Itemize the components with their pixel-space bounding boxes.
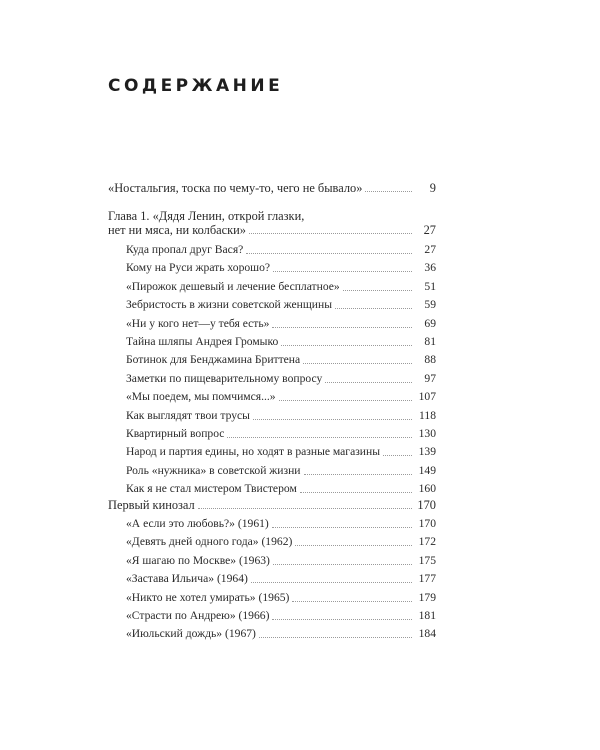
dot-leader <box>295 541 412 546</box>
toc-subentry[interactable] <box>126 297 436 313</box>
toc-entry-title: «Пирожок дешевый и лечение бесплатное» <box>126 279 340 293</box>
toc-entry-page: 184 <box>418 627 436 641</box>
toc-subentry[interactable] <box>126 590 436 606</box>
toc-entry-page: 9 <box>429 181 436 195</box>
dot-leader <box>343 286 412 291</box>
toc-entry-page: 179 <box>418 590 436 604</box>
dot-leader <box>303 359 412 364</box>
toc-entry-page: 181 <box>418 609 436 622</box>
toc-subentry[interactable] <box>126 463 436 479</box>
dot-leader <box>251 578 412 583</box>
toc-entry-title: «Июльский дождь» (1967) <box>126 627 256 641</box>
toc-subentry[interactable] <box>126 389 436 405</box>
toc-entry-page: 160 <box>418 482 436 496</box>
toc-subentry[interactable] <box>126 553 436 569</box>
dot-leader <box>259 633 412 638</box>
toc-entry-title: «Девять дней одного года» (1962) <box>126 535 293 549</box>
toc-entry-page: 175 <box>418 553 436 567</box>
toc-entry-title: Как выглядят твои трусы <box>126 408 250 422</box>
dot-leader <box>246 249 412 254</box>
toc-entry-chapter1[interactable] <box>108 222 436 238</box>
toc-entry-title: нет ни мяса, ни колбаски» <box>108 223 247 237</box>
toc-subentry[interactable] <box>126 444 436 460</box>
toc-entry-title: Тайна шляпы Андрея Громыко <box>126 335 279 348</box>
toc-subentry[interactable] <box>126 316 436 332</box>
toc-entry-title: «Страсти по Андрею» (1966) <box>126 609 270 622</box>
toc-entry-page: 149 <box>418 463 436 477</box>
toc-entry-intro[interactable] <box>108 180 436 196</box>
toc-subentry[interactable] <box>126 571 436 587</box>
dot-leader <box>335 304 412 309</box>
toc-entry-page: 177 <box>418 572 436 586</box>
toc-subentry[interactable] <box>126 279 436 295</box>
dot-leader <box>273 560 412 565</box>
toc-entry-page: 36 <box>424 261 436 275</box>
toc-entry-page: 139 <box>418 445 436 459</box>
toc-entry-title: Ботинок для Бенджамина Бриттена <box>126 353 301 367</box>
dot-leader <box>272 523 412 528</box>
dot-leader <box>272 323 412 328</box>
toc-entry-page: 130 <box>418 427 436 440</box>
toc-entry-page: 59 <box>424 298 436 312</box>
toc-subentry[interactable] <box>126 260 436 276</box>
dot-leader <box>383 451 412 456</box>
toc-subentry[interactable] <box>126 352 436 368</box>
dot-leader <box>273 267 412 272</box>
toc-entry-title: Квартирный вопрос <box>126 427 225 440</box>
dot-leader <box>249 229 412 234</box>
toc-entry-title: «Я шагаю по Москве» (1963) <box>126 553 270 567</box>
toc-entry-page: 118 <box>419 408 436 422</box>
toc-entry-cinema[interactable] <box>108 497 436 513</box>
toc-entry-title: «А если это любовь?» (1961) <box>126 517 269 530</box>
toc-subentry[interactable] <box>126 626 436 642</box>
toc-entry-title: Первый кинозал <box>108 498 195 512</box>
toc-entry-title: «Никто не хотел умирать» (1965) <box>126 590 290 604</box>
toc-entry-page: 170 <box>417 498 436 512</box>
toc-entry-title: «Ни у кого нет—у тебя есть» <box>126 316 270 330</box>
toc-entry-title: «Ностальгия, тоска по чему-то, чего не бывало» <box>108 181 363 195</box>
dot-leader <box>272 615 412 620</box>
toc-entry-title: Роль «нужника» в советской жизни <box>126 463 301 477</box>
toc-subentry[interactable] <box>126 481 436 497</box>
toc-entry-page: 107 <box>418 390 436 404</box>
toc-entry-page: 88 <box>424 353 436 367</box>
chapter-heading-line1[interactable]: Глава 1. «Дядя Ленин, открой глазки, <box>108 209 305 223</box>
toc-subentry[interactable] <box>126 608 436 624</box>
toc-subentry[interactable] <box>126 408 436 424</box>
toc-entry-title: «Застава Ильича» (1964) <box>126 572 248 586</box>
dot-leader <box>253 415 412 420</box>
dot-leader <box>365 187 412 192</box>
page-title: СОДЕРЖАНИЕ <box>108 76 284 96</box>
toc-subentry[interactable] <box>126 334 436 350</box>
toc-entry-page: 51 <box>424 279 436 293</box>
toc-subentry[interactable] <box>126 371 436 387</box>
dot-leader <box>281 341 412 346</box>
toc-entry-page: 81 <box>424 335 436 348</box>
toc-entry-title: Куда пропал друг Вася? <box>126 243 244 256</box>
toc-subentry[interactable] <box>126 426 436 442</box>
dot-leader <box>325 378 412 383</box>
toc-entry-page: 27 <box>424 243 436 256</box>
toc-entry-page: 172 <box>418 535 436 549</box>
toc-entry-page: 97 <box>424 371 436 385</box>
toc-entry-page: 69 <box>424 316 436 330</box>
toc-subentry[interactable] <box>126 242 436 258</box>
toc-entry-page: 170 <box>418 517 436 530</box>
toc-entry-title: Заметки по пищеварительному вопросу <box>126 371 323 385</box>
dot-leader <box>198 504 412 509</box>
dot-leader <box>292 597 412 602</box>
dot-leader <box>227 433 412 438</box>
toc-subentry[interactable] <box>126 534 436 550</box>
toc-entry-title: Кому на Руси жрать хорошо? <box>126 261 271 275</box>
toc-entry-page: 27 <box>423 223 436 237</box>
toc-entry-title: Как я не стал мистером Твистером <box>126 482 297 496</box>
toc-entry-title: Зебристость в жизни советской женщины <box>126 298 332 312</box>
dot-leader <box>300 488 412 493</box>
toc-subentry[interactable] <box>126 516 436 532</box>
dot-leader <box>279 396 412 401</box>
toc-entry-title: «Мы поедем, мы помчимся...» <box>126 390 276 404</box>
dot-leader <box>304 470 412 475</box>
toc-entry-title: Народ и партия едины, но ходят в разные магазины <box>126 445 380 459</box>
